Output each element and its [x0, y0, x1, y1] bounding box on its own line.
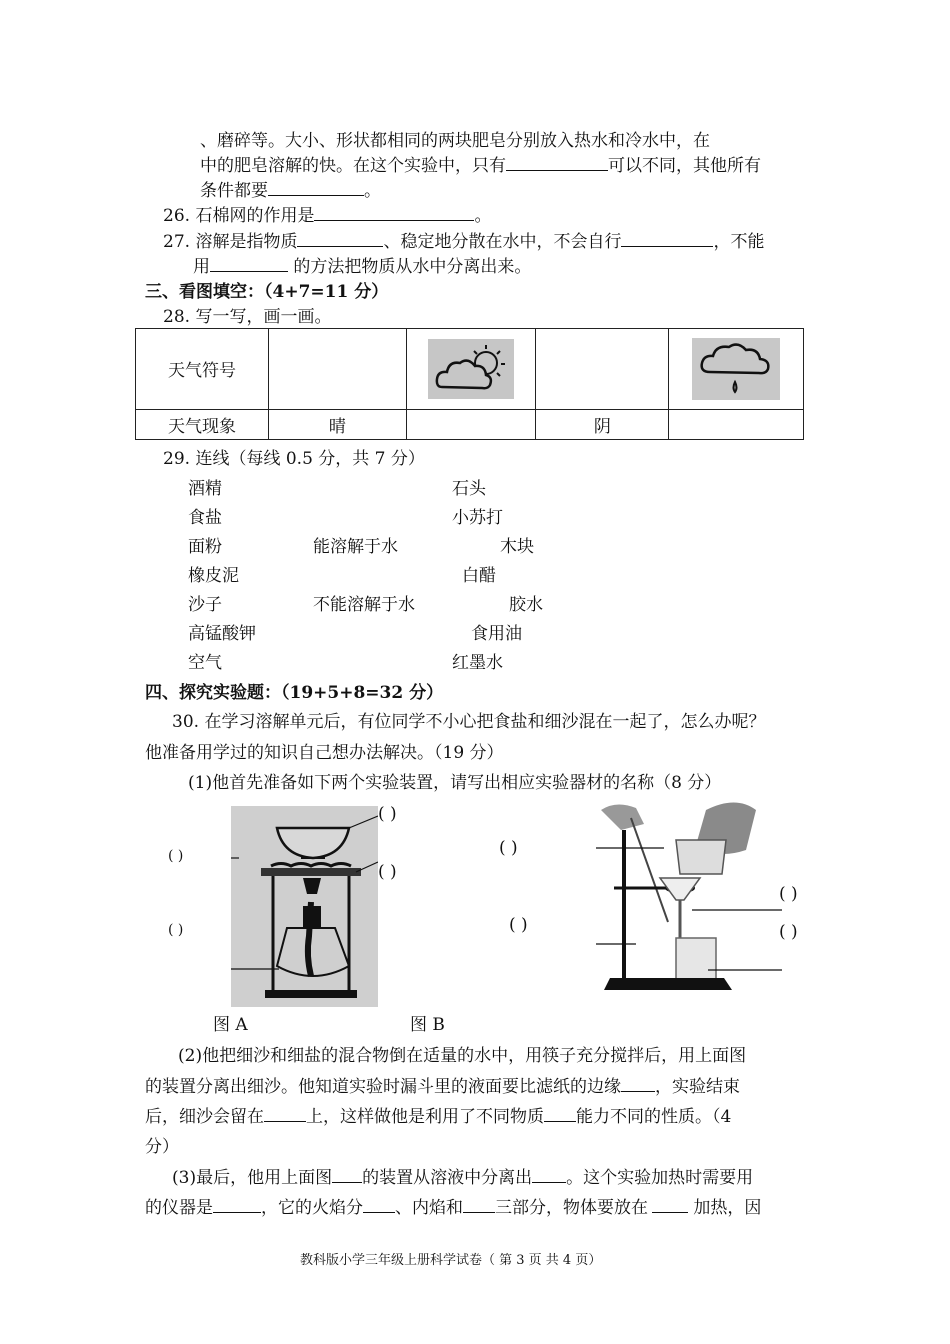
right-item[interactable]: 木块 — [500, 537, 534, 557]
q30-3-text-g: 三部分，物体要放在 — [495, 1198, 648, 1218]
q27-text-b: 、稳定地分散在水中，不会自行 — [383, 232, 622, 252]
q27-text-d: 用 — [193, 257, 210, 277]
label-a1[interactable]: ( ) — [378, 804, 397, 824]
left-item[interactable]: 沙子 — [188, 595, 222, 615]
answer-blank[interactable] — [506, 155, 608, 171]
label-b4[interactable]: ( ) — [779, 922, 798, 942]
answer-blank[interactable] — [297, 231, 383, 247]
answer-blank[interactable] — [544, 1106, 576, 1122]
figure-b-caption: 图 B — [410, 1015, 445, 1035]
symbol-cell-4 — [669, 329, 804, 410]
q26-text: 26. 石棉网的作用是 — [163, 206, 315, 226]
q30-3-text-h: 加热，因 — [688, 1198, 762, 1218]
q25-line2 — [200, 151, 761, 176]
phenomenon-cell-3: 阴 — [536, 409, 669, 439]
q30-3-text-c: 。这个实验加热时需要用 — [566, 1168, 754, 1188]
q26-end: 。 — [474, 206, 492, 226]
q30-3-text-e: ，它的火焰分 — [261, 1198, 363, 1218]
label-a3[interactable]: ( ) — [168, 848, 184, 864]
right-item[interactable]: 红墨水 — [452, 653, 503, 673]
q30-2-line4: 分） — [145, 1137, 179, 1157]
symbol-cell-3[interactable] — [536, 329, 669, 410]
label-b2[interactable]: ( ) — [509, 915, 528, 935]
phenomenon-cell-1: 晴 — [268, 409, 406, 439]
q25-text-d: 。 — [364, 181, 381, 201]
q27-text-c: ，不能 — [713, 232, 765, 252]
left-item[interactable]: 高锰酸钾 — [188, 624, 256, 644]
right-item[interactable]: 石头 — [452, 479, 486, 499]
right-item[interactable]: 胶水 — [509, 595, 543, 615]
phenomenon-cell-4[interactable] — [669, 409, 804, 439]
q30-3-text-d: 的仪器是 — [145, 1198, 213, 1218]
q27-text-a: 27. 溶解是指物质 — [163, 232, 298, 252]
answer-blank[interactable] — [652, 1197, 688, 1213]
figure-a-evaporation-apparatus — [231, 806, 378, 1007]
figure-a-caption: 图 A — [213, 1015, 248, 1035]
right-item[interactable]: 白醋 — [462, 566, 496, 586]
left-item[interactable]: 橡皮泥 — [188, 566, 239, 586]
symbol-cell-2 — [406, 329, 536, 410]
answer-blank[interactable] — [264, 1106, 306, 1122]
q30-2-line2 — [145, 1072, 740, 1097]
answer-blank[interactable] — [314, 205, 474, 221]
q26 — [163, 201, 491, 226]
answer-blank[interactable] — [268, 180, 364, 196]
right-item[interactable]: 小苏打 — [452, 508, 503, 528]
q29-prompt: 29. 连线（每线 0.5 分，共 7 分） — [163, 449, 425, 469]
partly-cloudy-icon — [428, 339, 514, 399]
rain-cloud-icon — [692, 338, 780, 400]
q28-prompt: 28. 写一写，画一画。 — [163, 307, 332, 327]
label-b3[interactable]: ( ) — [779, 884, 798, 904]
q30-1: (1)他首先准备如下两个实验装置，请写出相应实验器材的名称（8 分） — [188, 773, 722, 793]
answer-blank[interactable] — [621, 231, 713, 247]
phenomenon-cell-2[interactable] — [406, 409, 536, 439]
answer-blank[interactable] — [213, 1197, 261, 1213]
q27-text-e: 的方法把物质从水中分离出来。 — [288, 257, 532, 277]
q30-line2: 他准备用学过的知识自己想办法解决。（19 分） — [145, 743, 504, 763]
q30-3-text-f: 、内焰和 — [395, 1198, 463, 1218]
label-a2[interactable]: ( ) — [378, 862, 397, 882]
q30-2-line3 — [145, 1102, 731, 1127]
answer-blank[interactable] — [210, 256, 288, 272]
left-item[interactable]: 酒精 — [188, 479, 222, 499]
middle-item[interactable]: 不能溶解于水 — [313, 595, 415, 615]
q30-2-text-b: ，实验结束 — [655, 1077, 740, 1097]
q30-2-text-d: 上，这样做他是利用了不同物质 — [306, 1107, 544, 1127]
weather-table — [135, 328, 804, 440]
label-b1[interactable]: ( ) — [499, 838, 518, 858]
q30-2-line1: (2)他把细沙和细盐的混合物倒在适量的水中，用筷子充分搅拌后，用上面图 — [178, 1046, 747, 1066]
q30-line1: 30. 在学习溶解单元后，有位同学不小心把食盐和细沙混在一起了，怎么办呢？ — [172, 712, 766, 732]
row-label-symbol: 天气符号 — [136, 329, 269, 410]
middle-item[interactable]: 能溶解于水 — [313, 537, 398, 557]
figure-b-filtration-apparatus — [596, 800, 782, 996]
page-footer: 教科版小学三年级上册科学试卷（ 第 3 页 共 4 页） — [300, 1253, 602, 1268]
answer-blank[interactable] — [332, 1167, 362, 1183]
q30-3-line2 — [145, 1193, 761, 1218]
q30-3-text-b: 的装置从溶液中分离出 — [362, 1168, 533, 1188]
q25-text-c: 条件都要 — [200, 181, 268, 201]
q25-text-b: 可以不同，其他所有 — [608, 156, 761, 176]
q27-line2 — [193, 252, 531, 277]
symbol-cell-1[interactable] — [268, 329, 406, 410]
q25-line1: 、磨碎等。大小、形状都相同的两块肥皂分别放入热水和冷水中，在 — [200, 131, 710, 151]
q30-3-line1 — [172, 1163, 753, 1188]
section3-heading: 三、看图填空：（4+7=11 分） — [145, 282, 389, 302]
q25-line3 — [200, 176, 381, 201]
q30-3-text-a: (3)最后，他用上面图 — [172, 1168, 333, 1188]
q30-2-text-e: 能力不同的性质。（4 — [576, 1107, 732, 1127]
section4-heading: 四、探究实验题：（19+5+8=32 分） — [145, 683, 444, 703]
q30-2-text-a: 的装置分离出细沙。他知道实验时漏斗里的液面要比滤纸的边缘 — [145, 1077, 621, 1097]
q30-2-text-c: 后，细沙会留在 — [145, 1107, 264, 1127]
right-item[interactable]: 食用油 — [471, 624, 522, 644]
left-item[interactable]: 食盐 — [188, 508, 222, 528]
q27-line1 — [163, 227, 764, 252]
q25-text-a: 中的肥皂溶解的快。在这个实验中，只有 — [200, 156, 506, 176]
answer-blank[interactable] — [463, 1197, 495, 1213]
answer-blank[interactable] — [363, 1197, 395, 1213]
answer-blank[interactable] — [621, 1076, 655, 1092]
left-item[interactable]: 面粉 — [188, 537, 222, 557]
row-label-phenomenon: 天气现象 — [136, 409, 269, 439]
answer-blank[interactable] — [532, 1167, 566, 1183]
left-item[interactable]: 空气 — [188, 653, 222, 673]
label-a4[interactable]: ( ) — [168, 922, 184, 938]
